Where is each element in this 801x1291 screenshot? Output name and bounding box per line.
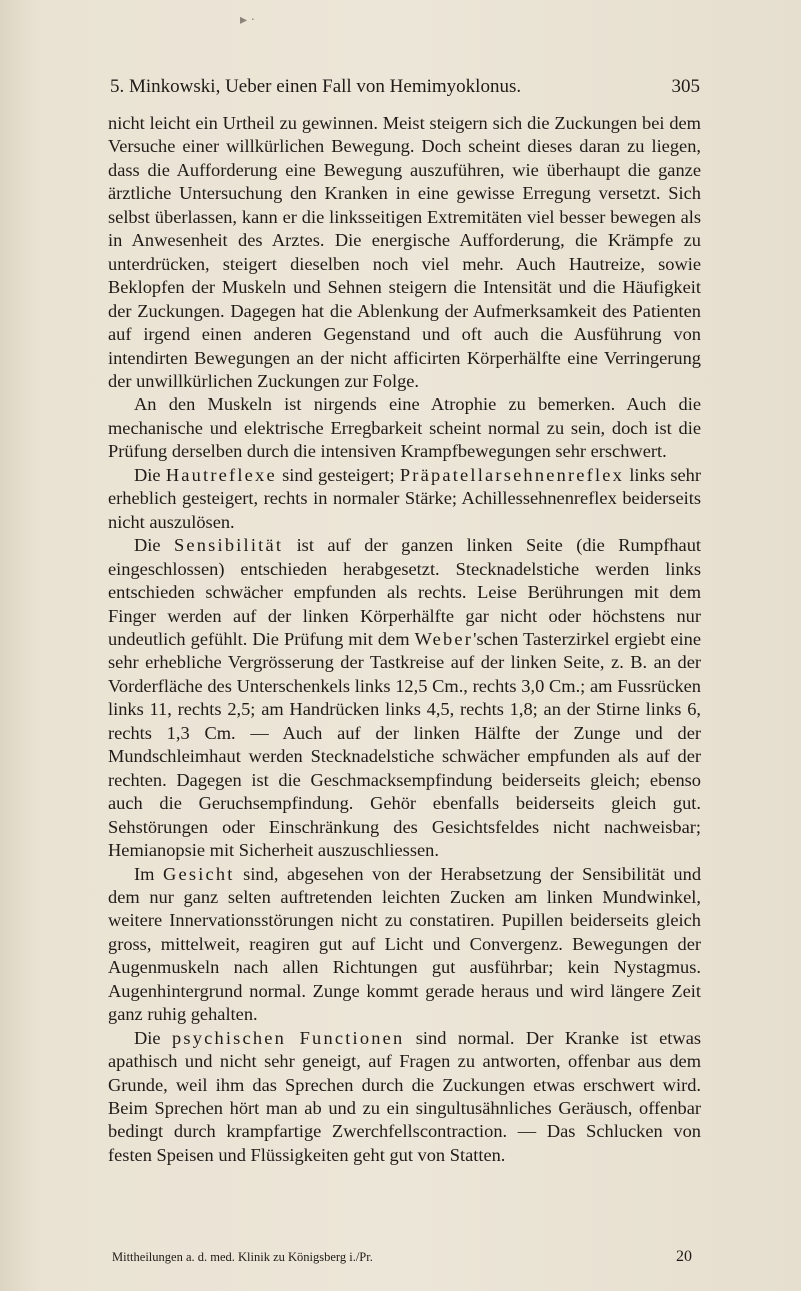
running-header bbox=[110, 76, 700, 102]
spaced-emphasis: psychischen Functionen bbox=[171, 1027, 405, 1048]
signature-number: 20 bbox=[676, 1248, 692, 1265]
text-run: 'schen Tasterzirkel ergiebt eine sehr erhebliche Vergrösserung der Tastkreise auf der linken Seite, z. B. an der Vorderfläche des Unterschenkels links 12,5 Cm., rechts 3,0 Cm.; am Fussrücken links 11, rechts 2,5; am Handrücken links 4,5, rechts 1,8; an der Stirne links 6, rechts 1,3 Cm. — Auch auf der linken Hälfte der Zunge und der Mundschleimhaut werden Stecknadelstiche schwächer empfunden als auf der rechten. Dagegen ist die Geschmacksempfindung beiderseits gleich; ebenso auch die Geruchsempfindung. Gehör ebenfalls beiderseits gleich gut. Sehstörungen oder Einschränkung des Gesichtsfeldes nicht nachweisbar; Hemianopsie mit Sicherheit auszuschliessen. bbox=[108, 628, 701, 861]
text-run: sind, abgesehen von der Herabsetzung der Sensibilität und dem nur ganz selten auftretenden leichten Zucken am linken Mundwinkel, weitere Innervationsstörungen nicht zu constatiren. Pupillen beiderseits gleich gross, mittelweit, reagiren gut auf Licht und Convergenz. Bewegungen der Augenmuskeln nach allen Richtungen gut ausführbar; kein Nystagmus. Augenhintergrund normal. Zunge kommt gerade heraus und wird längere Zeit ganz ruhig gehalten. bbox=[108, 863, 702, 1025]
spaced-emphasis: Hautreflexe bbox=[165, 464, 277, 485]
body-text bbox=[108, 112, 701, 1167]
text-run: Die bbox=[134, 1027, 172, 1048]
page-footer bbox=[112, 1248, 702, 1270]
paragraph bbox=[108, 393, 701, 463]
paragraph bbox=[108, 112, 701, 393]
spaced-emphasis: Sensibilität bbox=[173, 535, 284, 556]
spaced-emphasis: Gesicht bbox=[163, 863, 235, 884]
running-title: 5. Minkowski, Ueber einen Fall von Hemimyoklonus. bbox=[110, 76, 522, 97]
text-run: Die bbox=[134, 464, 166, 485]
signature-line: Mittheilungen a. d. med. Klinik zu Königsberg i./Pr. bbox=[112, 1250, 373, 1264]
text-run: sind gesteigert; bbox=[276, 464, 400, 485]
text-run: Die bbox=[134, 535, 174, 556]
paragraph bbox=[108, 1027, 701, 1168]
spaced-emphasis: Präpatellarsehnenreflex bbox=[399, 464, 625, 485]
text-run: An den Muskeln ist nirgends eine Atrophie zu bemerken. Auch die mechanische und elektrische Erregbarkeit scheint normal zu sein, doch ist die Prüfung derselben durch die intensiven Krampfbewegungen sehr erschwert. bbox=[108, 394, 701, 462]
text-run: sind normal. Der Kranke ist etwas apathisch und nicht sehr geneigt, auf Fragen zu antworten, offenbar aus dem Grunde, weil ihm das Sprechen durch die Zuckungen etwas erschwert wird. Beim Sprechen hört man ab und zu ein singultusähnliches Geräusch, offenbar bedingt durch krampfartige Zwerchfellscontraction. — Das Schlucken von festen Speisen und Flüssigkeiten geht gut von Statten. bbox=[108, 1027, 702, 1165]
text-run: ist auf der ganzen linken Seite (die Rumpfhaut eingeschlossen) entschieden herabgesetzt. Stecknadelstiche werden links entschieden schwächer empfunden als rechts. Leise Berührungen mit dem Finger werden auf der linken Körperhälfte gar nicht oder höchstens nur undeutlich gefühlt. Die Prüfung mit dem bbox=[108, 535, 702, 649]
page-number: 305 bbox=[671, 76, 700, 97]
paragraph bbox=[108, 534, 701, 862]
text-run: nicht leicht ein Urtheil zu gewinnen. Meist steigern sich die Zuckungen bei dem Versuche einer willkürlichen Bewegung. Doch scheint dieses daran zu liegen, dass die Aufforderung eine Bewegung auszuführen, wie überhaupt die ganze ärztliche Untersuchung den Kranken in eine gewisse Erregung versetzt. Sich selbst überlassen, kann er die linksseitigen Extremitäten viel besser bewegen als in Anwesenheit des Arztes. Die energische Aufforderung, die Krämpfe zu unterdrücken, steigert dieselben noch viel mehr. Auch Hautreize, sowie Beklopfen der Muskeln und Sehnen steigern die Intensität und die Häufigkeit der Zuckungen. Dagegen hat die Ablenkung der Aufmerksamkeit des Patienten auf irgend einen anderen Gegenstand und oft auch die Ausführung von intendirten Bewegungen an der nicht afficirten Körperhälfte eine Verringerung der unwillkürlichen Zuckungen zur Folge. bbox=[108, 113, 701, 391]
text-run: Im bbox=[134, 863, 164, 884]
paragraph bbox=[108, 863, 701, 1027]
print-speck: ▸ · bbox=[240, 13, 256, 28]
spaced-emphasis: Weber bbox=[414, 628, 474, 649]
text-run: links sehr erheblich gesteigert, rechts in normaler Stärke; Achillessehnenreflex beiderseits nicht auszulösen. bbox=[108, 464, 701, 532]
paragraph bbox=[108, 464, 701, 534]
